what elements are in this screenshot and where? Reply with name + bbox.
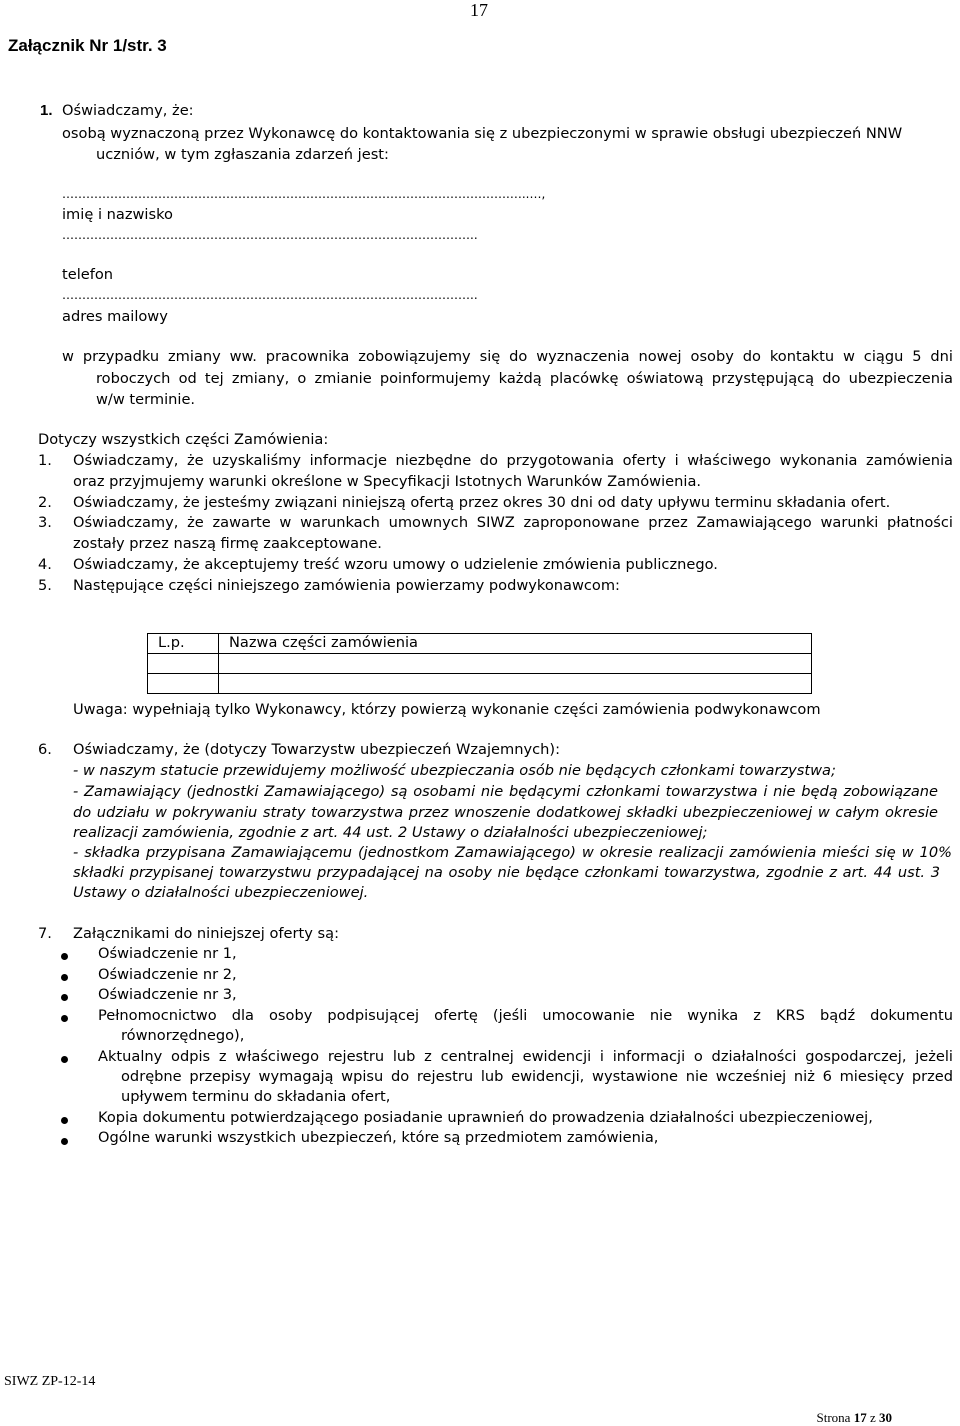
- phone-dots: …………………………………………………………………………………………..: [62, 228, 478, 242]
- page-number: 17: [470, 0, 488, 20]
- bullet-icon: [61, 994, 68, 1001]
- statement-4-line1: Oświadczamy, że akceptujemy treść wzoru umowy o udzielenie zmówienia publicznego.: [73, 556, 718, 573]
- subcontract-note: Uwaga: wypełniają tylko Wykonawcy, którzy powierzą wykonanie części zamówienia podwykonawcom: [73, 701, 821, 718]
- name-label: imię i nazwisko: [62, 206, 173, 223]
- statement-1-line2: oraz przyjmujemy warunki określone w Specyfikacji Istotnych Warunków Zamówienia.: [73, 473, 702, 490]
- attachment-5-line1: Aktualny odpis z właściwego rejestru lub z centralnej ewidencji i informacji o działalności gospodarczej, jeżeli: [98, 1048, 953, 1065]
- footer-page-total: 30: [879, 1410, 892, 1425]
- all-parts-heading: Dotyczy wszystkich części Zamówienia:: [38, 431, 329, 448]
- email-label: adres mailowy: [62, 308, 168, 325]
- table-cell[interactable]: [148, 674, 219, 694]
- attachment-5-line2: odrębne przepisy wymagają wpisu do rejestru lub ewidencji, wystawione nie wcześniej niż 6 miesięcy przed: [121, 1068, 953, 1085]
- change-clause-line1: w przypadku zmiany ww. pracownika zobowiązujemy się do wyznaczenia nowej osoby do kontaktu w ciągu 5 dni: [62, 348, 953, 365]
- item6-point-c-line1: - składka przypisana Zamawiającemu (jednostkom Zamawiającego) w okresie realizacji zamówienia mieści się w 10%: [73, 844, 952, 861]
- bullet-icon: [61, 1015, 68, 1022]
- table-cell[interactable]: [219, 674, 812, 694]
- bullet-icon: [61, 1117, 68, 1124]
- table-cell[interactable]: [219, 654, 812, 674]
- footer-page: [817, 1410, 892, 1426]
- section1-title: Oświadczamy, że:: [62, 102, 194, 119]
- table-row: [148, 654, 812, 674]
- item6-point-b-line1: - Zamawiający (jednostki Zamawiającego) są osobami nie będącymi członkami towarzystwa i nie będą zobowiązane: [73, 783, 938, 800]
- footer-doc-id: SIWZ ZP-12-14: [4, 1374, 96, 1389]
- subcontract-table: [147, 633, 812, 694]
- footer-page-current: 17: [853, 1410, 867, 1425]
- table-row: [148, 674, 812, 694]
- statement-2-line1: Oświadczamy, że jesteśmy związani niniejszą ofertą przez okres 30 dni od daty upływu terminu składania ofert.: [73, 494, 891, 511]
- item6-point-c-line2: składki przypisanej towarzystwu przypadającej na osoby nie będące członkami towarzystwa, zgodnie z art. 44 ust. 3: [73, 864, 940, 881]
- name-dots: ………………………………………………………………………………………………….…..…,: [62, 187, 546, 201]
- attachment-4-line1: Pełnomocnictwo dla osoby podpisującej ofertę (jeśli umocowanie nie wynika z KRS bądź dokumentu: [98, 1007, 953, 1024]
- footer-page-prefix: Strona: [816, 1410, 851, 1425]
- footer-page-mid: z: [869, 1410, 876, 1425]
- item6-point-b-line2: do udziału w pokrywaniu straty towarzystwa przez wnoszenie dodatkowej składki ubezpieczeniowej w całym okresie: [73, 804, 938, 821]
- table-header-lp: L.p.: [148, 634, 219, 654]
- attachment-2: Oświadczenie nr 2,: [98, 966, 237, 983]
- bullet-icon: [61, 1138, 68, 1145]
- attachment-5-line3: upływem terminu do składania ofert,: [121, 1088, 391, 1105]
- change-clause-line3: w/w terminie.: [96, 391, 196, 408]
- attachment-1: Oświadczenie nr 1,: [98, 945, 237, 962]
- attachment-7: Ogólne warunki wszystkich ubezpieczeń, które są przedmiotem zamówienia,: [98, 1129, 659, 1146]
- attachment-3: Oświadczenie nr 3,: [98, 986, 237, 1003]
- item6-point-b-line3: realizacji zamówienia, zgodnie z art. 44 ust. 2 Ustawy o działalności ubezpieczeniowej;: [73, 824, 708, 841]
- table-cell[interactable]: [148, 654, 219, 674]
- bullet-icon: [61, 953, 68, 960]
- bullet-icon: [61, 1056, 68, 1063]
- table-header-part-name: Nazwa części zamówienia: [219, 634, 812, 654]
- item7-title: Załącznikami do niniejszej oferty są:: [73, 925, 339, 942]
- attachment-4-line2: równorzędnego),: [121, 1027, 245, 1044]
- attachment-6: Kopia dokumentu potwierdzającego posiadanie uprawnień do prowadzenia działalności ubezpieczeniowej,: [98, 1109, 873, 1126]
- item6-title: Oświadczamy, że (dotyczy Towarzystw ubezpieczeń Wzajemnych):: [73, 741, 561, 758]
- item7-number: 7.: [38, 925, 52, 942]
- email-dots: …………………………………………………………………………………………..: [62, 288, 478, 302]
- annex-title: Załącznik Nr 1/str. 3: [8, 36, 167, 55]
- section1-number: 1.: [40, 102, 53, 119]
- statement-5-number: 5.: [38, 577, 52, 594]
- item6-number: 6.: [38, 741, 52, 758]
- statement-4-number: 4.: [38, 556, 52, 573]
- statement-2-number: 2.: [38, 494, 52, 511]
- phone-label: telefon: [62, 266, 114, 283]
- table-header-row: [148, 634, 812, 654]
- change-clause-line2: roboczych od tej zmiany, o zmianie poinformujemy każdą placówkę oświatową przystępującą do ubezpieczenia: [96, 370, 953, 387]
- contact-person-line2: uczniów, w tym zgłaszania zdarzeń jest:: [96, 146, 389, 163]
- statement-1-number: 1.: [38, 452, 52, 469]
- statement-5-line1: Następujące części niniejszego zamówienia powierzamy podwykonawcom:: [73, 577, 620, 594]
- contact-person-line1: osobą wyznaczoną przez Wykonawcę do kontaktowania się z ubezpieczonymi w sprawie obsługi ubezpieczeń NNW: [62, 125, 903, 142]
- statement-3-number: 3.: [38, 514, 52, 531]
- item6-point-c-line3: Ustawy o działalności ubezpieczeniowej.: [73, 884, 369, 901]
- statement-3-line2: zostały przez naszą firmę zaakceptowane.: [73, 535, 382, 552]
- statement-1-line1: Oświadczamy, że uzyskaliśmy informacje niezbędne do przygotowania oferty i właściwego wykonania zamówienia: [73, 452, 953, 469]
- bullet-icon: [61, 974, 68, 981]
- statement-3-line1: Oświadczamy, że zawarte w warunkach umownych SIWZ zaproponowane przez Zamawiającego warunki płatności: [73, 514, 953, 531]
- item6-point-a: - w naszym statucie przewidujemy możliwość ubezpieczania osób nie będących członkami towarzystwa;: [73, 762, 836, 779]
